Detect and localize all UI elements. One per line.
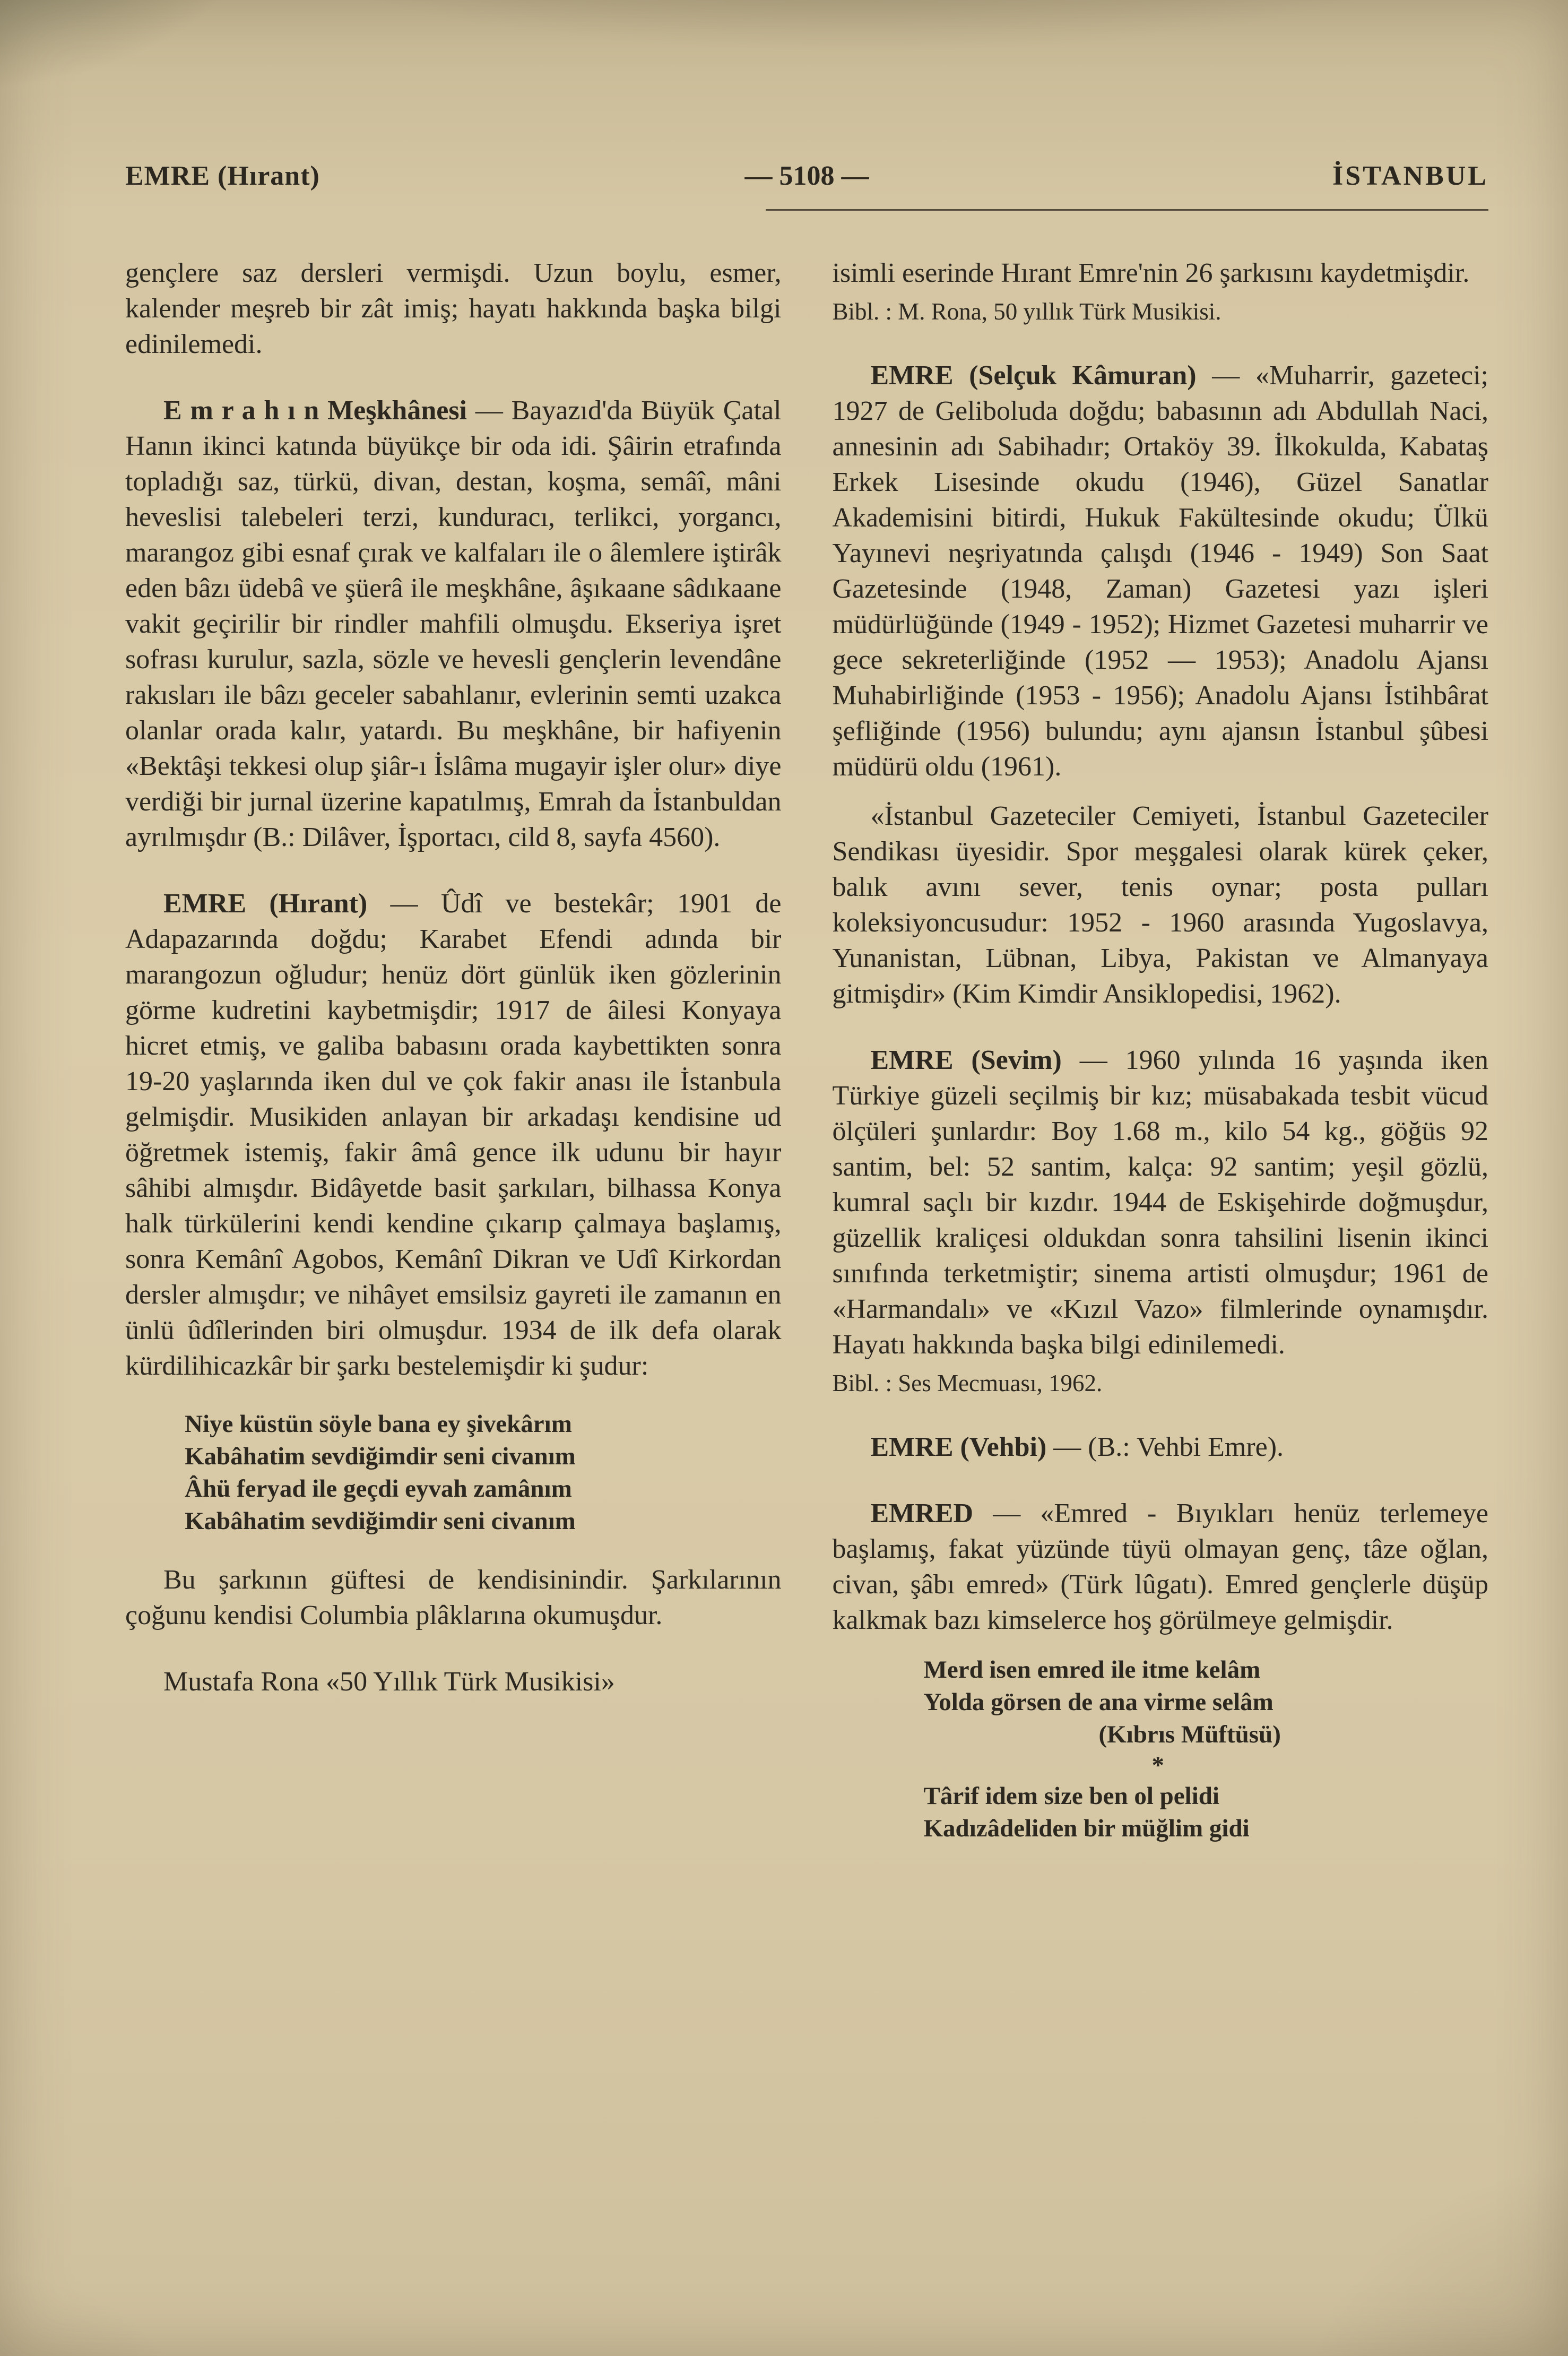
closing-reference-line: Mustafa Rona «50 Yıllık Türk Musikisi» — [163, 1667, 615, 1697]
page-content — [125, 158, 1488, 1845]
header-entry-title: EMRE (Hırant) — [125, 161, 320, 191]
entry-emrahin-meskhanesi — [125, 393, 782, 855]
entry-heading: EMRE (Vehbi) — [870, 1432, 1047, 1462]
entry-heading: EMRED — [870, 1498, 974, 1529]
entry-heading: EMRE (Hırant) — [163, 888, 368, 919]
entry-body-text: — Bayazıd'da Büyük Çatal Hanın ikinci katında büyükçe bir oda idi. Şâirin etrafında topladığı saz, türkü, divan, destan, koşma, semâî, mâni heveslisi talebeleri terzi, kunduracı, terlikci, yorgancı, marangoz gibi esnaf çırak ve kalfaları ile o âlemlere iştirâk eden bâzı üdebâ ve şüerâ ile meşkhâne, âşıkaane sâdıkaane vakit geçirilir bir rindler mahfili olmuşdu. Ekseriya işret sofrası kurulur, sazla, sözle ve hevesli gençlerin levendâne rakısları ile bâzı geceler sabahlanır, evlerinin semti uzakca olanlar orada kalır, yatardı. Bu meşkhâne, bir hafiyenin «Bektâşi tekkesi olup şiâr-ı İslâma mugayir işler olur» diye verdiği bir jurnal üzerine kapatılmış, Emrah da İstanbuldan ayrılmışdır (B.: Dilâver, İşportacı, cild 8, sayfa 4560). — [125, 395, 782, 852]
bibliography-line: Bibl. : Ses Mecmuası, 1962. — [832, 1370, 1103, 1396]
entry-emre-vehbi — [833, 1429, 1489, 1465]
entry-body-text: — «Emred - Bıyıkları henüz terlemeye başlamış, fakat yüzünde tüyü olmayan genç, tâze oğlan, civan, şâbı emred» (Türk lûgatı). Emred gençlerle düşüp kalkmak bazı kimselerce hoş görülmeye gelmişdir. — [832, 1498, 1488, 1635]
verse-separator-star: * — [1151, 1751, 1164, 1779]
verse-block — [924, 1654, 1489, 1845]
header-page-number: — 5108 — — [744, 161, 869, 191]
entry-emre-hirant — [125, 886, 782, 1384]
continuation-paragraph: isimli eserinde Hırant Emre'nin 26 şarkısını kaydetmişdir. — [832, 258, 1470, 288]
entry-heading: E m r a h ı n Meşkhânesi — [163, 395, 467, 426]
entry-body-text: — Ûdî ve bestekâr; 1901 de Adapazarında doğdu; Karabet Efendi adında bir marangozun oğludur; henüz dört günlük iken gözlerinin görme kudretini kaybetmişdir; 1917 de âilesi Konyaya hicret etmiş, ve galiba babasını orada kaybettikten sonra 19-20 yaşlarında iken dul ve çok fakir anası ile İstanbula gelmişdir. Musikiden anlayan bir arkadaşı kendisine ud öğretmek istemiş, fakir âmâ gence ilk udunu bir hayır sâhibi almışdır. Bidâyetde basit şarkıları, bilhassa Konya halk türkülerini kendi kendine çıkarıp çalmaya başlamış, sonra Kemânî Agobos, Kemânî Dikran ve Udî Kirkordan dersler almışdır; ve nihâyet emsilsiz gayreti ile zamanın en ünlü ûdîlerinden biri olmuşdur. 1934 de ilk defa olarak kürdilihicazkâr bir şarkı bestelemişdir ki şudur: — [125, 888, 782, 1381]
bibliography-line: Bibl. : M. Rona, 50 yıllık Türk Musikisi. — [832, 298, 1222, 325]
memberships-paragraph: «İstanbul Gazeteciler Cemiyeti, İstanbul Gazeteciler Sendikası üyesidir. Spor meşgalesi olarak kürek çeker, balık avını sever, tenis oynar; posta pulları koleksiyoncusudur: 1952 - 1960 arasında Yugoslavya, Yunanistan, Lübnan, Libya, Pakistan ve Almanyaya gitmişdir» (Kim Kimdir Ansiklopedisi, 1962). — [832, 801, 1488, 1009]
page-header — [125, 158, 1488, 194]
left-column — [125, 255, 782, 1845]
header-section-title: İSTANBUL — [1332, 161, 1488, 191]
lyric-line: Kabâhatim sevdiğimdir seni civanım — [185, 1507, 576, 1535]
after-poem-paragraph: Bu şarkının güftesi de kendisinindir. Şarkılarının çoğunu kendisi Columbia plâklarına okumuşdur. — [125, 1565, 782, 1630]
entry-body-text: — 1960 yılında 16 yaşında iken Türkiye güzeli seçilmiş bir kız; müsabakada tesbit vücud ölçüleri şunlardır: Boy 1.68 m., kilo 54 kg., göğüs 92 santim, bel: 52 santim, kalça: 92 santim; yeşil gözlü, kumral saçlı bir kızdır. 1944 de Eskişehirde doğmuşdur, güzellik kraliçesi oldukdan sonra tahsilini lisenin ikinci sınıfında terketmiştir; sinema artisti olmuşdur; 1961 de «Harmandalı» ve «Kızıl Vazo» filmlerinde oynamışdır. Hayatı hakkında başka bilgi edinilemedi. — [832, 1045, 1488, 1360]
entry-emre-selcuk-kamuran — [833, 358, 1489, 784]
entry-emre-sevim — [833, 1042, 1489, 1362]
header-rule — [766, 209, 1488, 211]
verse-line: Kadızâdeliden bir müğlim gidi — [923, 1815, 1250, 1842]
song-lyrics-block — [185, 1408, 782, 1538]
lyric-line: Kabâhatim sevdiğimdir seni civanım — [185, 1443, 576, 1470]
entry-heading: EMRE (Selçuk Kâmuran) — [870, 360, 1197, 391]
entry-body-text: — (B.: Vehbi Emre). — [1046, 1432, 1284, 1462]
lyric-line: Âhü feryad ile geçdi eyvah zamânım — [185, 1475, 572, 1503]
right-column — [833, 255, 1489, 1845]
entry-emred — [833, 1496, 1489, 1638]
lyric-line: Niye küstün söyle bana ey şivekârım — [185, 1410, 572, 1438]
page-columns — [125, 255, 1488, 1845]
entry-heading: EMRE (Sevim) — [870, 1045, 1062, 1075]
verse-line: Merd isen emred ile itme kelâm — [923, 1656, 1261, 1684]
verse-attribution: (Kıbrıs Müftüsü) — [1098, 1721, 1281, 1748]
entry-body-text: — «Muharrir, gazeteci; 1927 de Geliboluda doğdu; babasının adı Abdullah Naci, annesinin adı Sabihadır; Ortaköy 39. İlkokulda, Kabataş Erkek Lisesinde okudu (1946), Güzel Sanatlar Akademisini bitirdi, Hukuk Fakültesinde okudu; Ülkü Yayınevi neşriyatında çalışdı (1946 - 1949) Son Saat Gazetesinde (1948, Zaman) Gazetesi yazı işleri müdürlüğünde (1949 - 1952); Hizmet Gazetesi muharrir ve gece sekreterliğinde (1952 — 1953); Anadolu Ajansı Muhabirliğinde (1953 - 1956); Anadolu Ajansı İstihbârat şefliğinde (1956) bulundu; aynı ajansın İstanbul şûbesi müdürü oldu (1961). — [832, 360, 1488, 782]
verse-line: Yolda görsen de ana virme selâm — [923, 1688, 1274, 1716]
continuation-paragraph: gençlere saz dersleri vermişdi. Uzun boylu, esmer, kalender meşreb bir zât imiş; hayatı hakkında başka bilgi edinilemedi. — [125, 258, 782, 359]
verse-line: Târif idem size ben ol pelidi — [923, 1782, 1219, 1810]
